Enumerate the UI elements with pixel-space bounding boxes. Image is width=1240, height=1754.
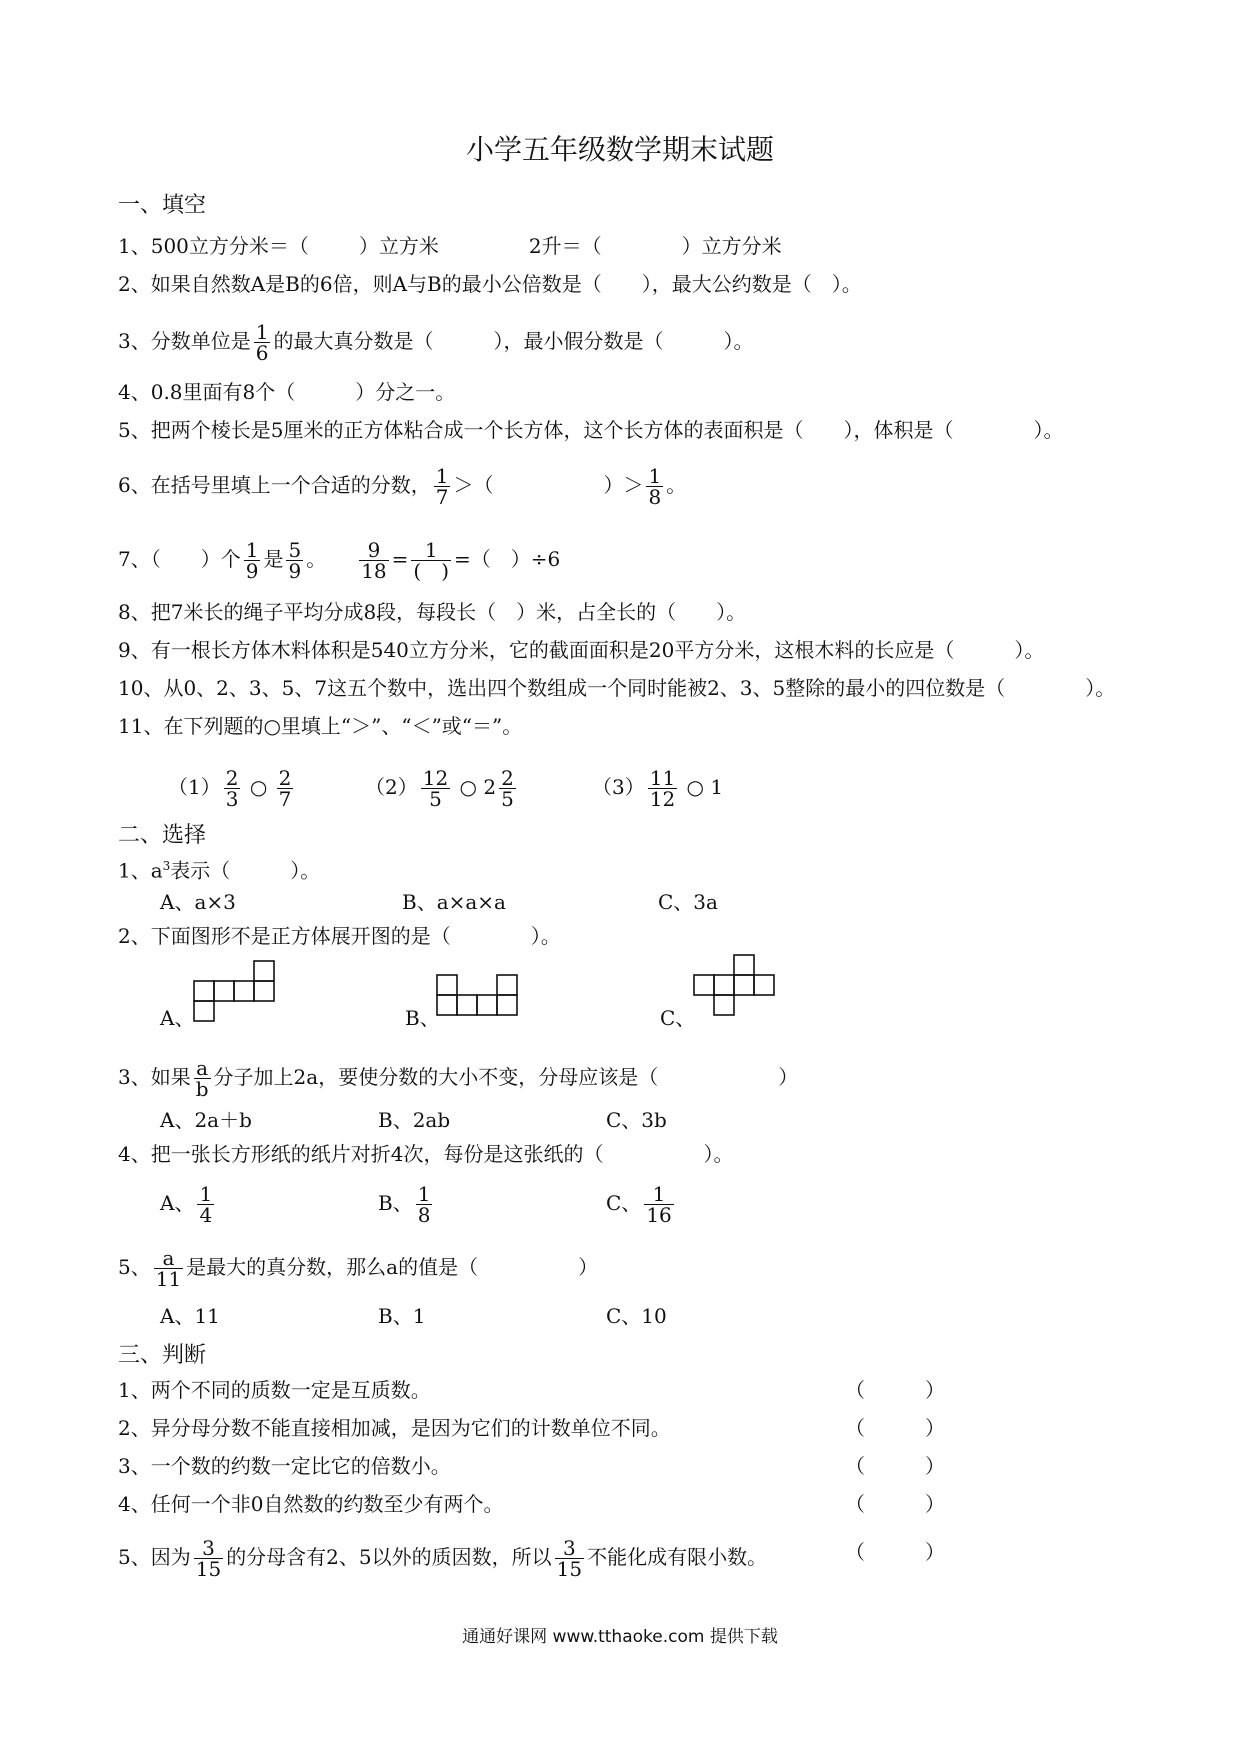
choice-q4-option-b: B、 $\frac{1}{8}$: [378, 1182, 431, 1227]
footer-source: 通通好课网 www.tthaoke.com 提供下载: [462, 1627, 778, 1647]
judge-q4: 4、任何一个非0自然数的约数至少有两个。: [118, 1492, 504, 1516]
fill-q1: 1、500立方分米＝（ ）立方米 2升＝（ ）立方分米: [118, 234, 782, 258]
fraction: $\frac{1}{16}$: [646, 1182, 672, 1227]
section-choice-heading: 二、选择: [118, 823, 207, 848]
section-judge-heading: 三、判断: [118, 1343, 207, 1368]
choice-q2-option-a: A、: [160, 1006, 195, 1030]
fill-q4: 4、0.8里面有8个（ ）分之一。: [118, 380, 456, 404]
cube-net-b-diagram: [436, 974, 520, 1020]
choice-q1-option-a: A、a×3: [160, 890, 236, 914]
judge-q3-answer-parens: （ ）: [845, 1454, 945, 1478]
judge-q5: 5、因为 $\frac{3}{15}$ 的分母含有2、5以外的质因数，所以 $\frac{3}{15}$ 不能化成有限小数。: [118, 1536, 768, 1581]
section-fill-heading: 一、填空: [118, 193, 207, 218]
fraction: $\frac{1}{( )}$: [413, 538, 450, 583]
choice-q1-option-c: C、3a: [658, 890, 718, 914]
fill-q11: 11、在下列题的○里填上“＞”、“＜”或“＝”。: [118, 714, 523, 738]
fraction: $\frac{1}{4}$: [199, 1182, 213, 1227]
fraction: $\frac{12}{5}$: [422, 766, 449, 811]
fill-q3: 3、分数单位是 $\frac{1}{6}$ 的最大真分数是（ ），最小假分数是（ ）。: [118, 320, 754, 365]
choice-q3-option-b: B、2ab: [378, 1108, 451, 1132]
fraction: $\frac{2}{7}$: [278, 766, 292, 811]
fraction: $\frac{1}{8}$: [648, 464, 662, 509]
choice-q4: 4、把一张长方形纸的纸片对折4次，每份是这张纸的（ ）。: [118, 1142, 734, 1166]
fraction: $\frac{a}{11}$: [155, 1246, 182, 1291]
judge-q2-answer-parens: （ ）: [845, 1416, 945, 1440]
choice-q3-option-a: A、2a＋b: [160, 1108, 252, 1132]
choice-q4-option-a: A、 $\frac{1}{4}$: [160, 1182, 213, 1227]
choice-q5-option-b: B、1: [378, 1304, 426, 1328]
fraction: $\frac{9}{18}$: [361, 538, 387, 583]
fraction: $\frac{3}{15}$: [195, 1536, 222, 1581]
fill-q6: 6、在括号里填上一个合适的分数， $\frac{1}{7}$ ＞（ ）＞ $\frac{1}{8}$ 。: [118, 464, 687, 509]
fill-q11-part1: （1） $\frac{2}{3}$ ○ $\frac{2}{7}$: [168, 766, 292, 811]
fraction: $\frac{2}{3}$: [225, 766, 239, 811]
choice-q1: 1、$a^3$表示（ ）。: [118, 858, 321, 883]
cube-net-a-diagram: [193, 960, 277, 1026]
fill-q11-part2: （2） $\frac{12}{5}$ ○ 2 $\frac{2}{5}$: [365, 766, 514, 811]
choice-q5-option-c: C、10: [606, 1304, 667, 1328]
fill-q2: 2、如果自然数A是B的6倍，则A与B的最小公倍数是（ ），最大公约数是（ ）。: [118, 272, 862, 296]
judge-q1-answer-parens: （ ）: [845, 1378, 945, 1402]
fill-q7: 7、（ ）个 $\frac{1}{9}$ 是 $\frac{5}{9}$ 。 $\frac{9}{18}$ = $\frac{1}{( )}$ =（ ）÷6: [118, 538, 561, 583]
fill-q9: 9、有一根长方体木料体积是540立方分米，它的截面面积是20平方分米，这根木料的长应是（ ）。: [118, 638, 1045, 662]
choice-q3-option-c: C、3b: [606, 1108, 667, 1132]
choice-q3: 3、如果 $\frac{a}{b}$ 分子加上2a，要使分数的大小不变，分母应该是（ ）: [118, 1056, 799, 1101]
fraction: $\frac{1}{8}$: [417, 1182, 431, 1227]
fraction: $\frac{1}{7}$: [435, 464, 449, 509]
judge-q4-answer-parens: （ ）: [845, 1492, 945, 1516]
choice-q2-option-c: C、: [660, 1006, 696, 1030]
fraction: $\frac{11}{12}$: [649, 766, 676, 811]
fill-q5: 5、把两个棱长是5厘米的正方体粘合成一个长方体，这个长方体的表面积是（ ），体积是（ ）。: [118, 418, 1064, 442]
fraction: $\frac{5}{9}$: [288, 538, 302, 583]
judge-q5-answer-parens: （ ）: [845, 1540, 945, 1564]
fill-q10: 10、从0、2、3、5、7这五个数中，选出四个数组成一个同时能被2、3、5整除的最小的四位数是（ ）。: [118, 676, 1116, 700]
fraction: $\frac{1}{6}$: [255, 320, 269, 365]
fraction: $\frac{1}{9}$: [245, 538, 259, 583]
cube-net-c-diagram: [693, 954, 777, 1020]
fill-q11-part3: （3） $\frac{11}{12}$ ○ 1: [592, 766, 724, 811]
fraction: $\frac{2}{5}$: [501, 766, 514, 811]
choice-q5-option-a: A、11: [160, 1304, 220, 1328]
page-title: 小学五年级数学期末试题: [465, 133, 774, 166]
choice-q2: 2、下面图形不是正方体展开图的是（ ）。: [118, 924, 561, 948]
judge-q2: 2、异分母分数不能直接相加减，是因为它们的计数单位不同。: [118, 1416, 671, 1440]
choice-q5: 5、 $\frac{a}{11}$ 是最大的真分数，那么a的值是（ ）: [118, 1246, 599, 1291]
choice-q2-option-b: B、: [405, 1006, 440, 1030]
choice-q4-option-c: C、 $\frac{1}{16}$: [606, 1182, 672, 1227]
fraction: $\frac{3}{15}$: [556, 1536, 583, 1581]
judge-q3: 3、一个数的约数一定比它的倍数小。: [118, 1454, 451, 1478]
fraction: $\frac{a}{b}$: [195, 1056, 209, 1101]
judge-q1: 1、两个不同的质数一定是互质数。: [118, 1378, 431, 1402]
fill-q8: 8、把7米长的绳子平均分成8段，每段长（ ）米，占全长的（ ）。: [118, 600, 747, 624]
choice-q1-option-b: B、a×a×a: [402, 890, 506, 914]
